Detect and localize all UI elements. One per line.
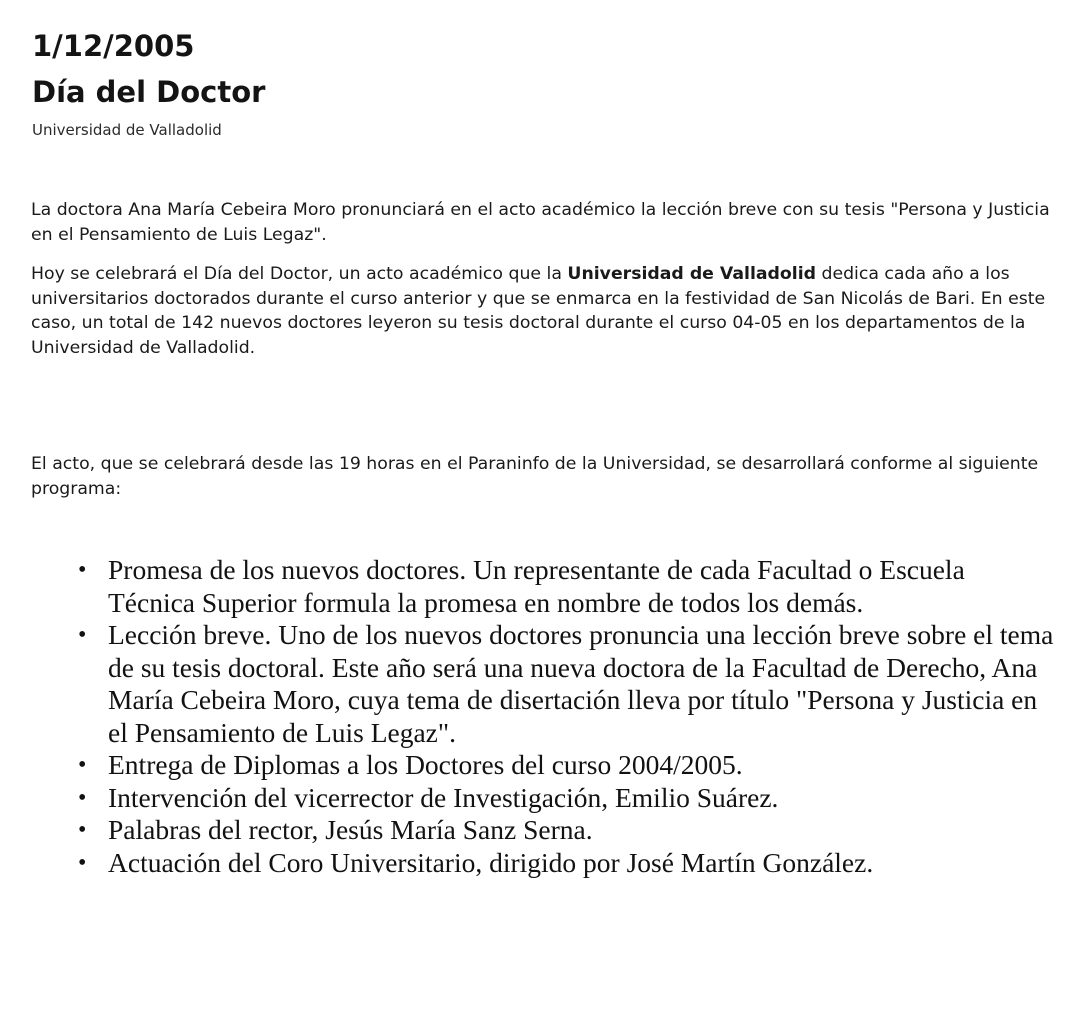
intro-text-end: dedica cada año a los universitarios doctorados durante el curso anterior y que se enmarca en la festividad de San Nicolás de Bari. En este caso, un total de 142 nuevos doctores leyeron su tesis doctoral durante el curso 04-05 en los departamentos de la Universidad de Valladolid. [31, 264, 1046, 358]
program-item-text: Lección breve. Uno de los nuevos doctores pronuncia una lección breve sobre el tema de su tesis doctoral. Este año será una nueva doctora de la Facultad de Derecho, Ana María Cebeira Moro, cuya tema de disertación lleva por título "Persona y Justicia en el Pensamiento de Luis Legaz". [108, 619, 1054, 748]
intro-text-start: Hoy se celebrará el Día del Doctor, un acto académico que la [31, 264, 568, 284]
article-source: Universidad de Valladolid [32, 121, 222, 139]
schedule-paragraph: El acto, que se celebrará desde las 19 horas en el Paraninfo de la Universidad, se desarrollará conforme al siguiente programa: [31, 454, 1039, 499]
program-item-text: Actuación del Coro Universitario, dirigido por José Martín González. [108, 846, 874, 878]
lead-paragraph: La doctora Ana María Cebeira Moro pronunciará en el acto académico la lección breve con su tesis "Persona y Justicia en el Pensamiento de Luis Legaz". [31, 200, 1050, 245]
program-item-text: Promesa de los nuevos doctores. Un representante de cada Facultad o Escuela Técnica Superior formula la promesa en nombre de todos los demás. [108, 554, 965, 618]
program-item [78, 847, 1058, 880]
program-item [78, 814, 1058, 847]
program-item-text: Palabras del rector, Jesús María Sanz Serna. [108, 814, 593, 845]
bullet-icon: • [78, 557, 87, 583]
program-list [78, 554, 1058, 879]
article-title: Día del Doctor [32, 75, 266, 109]
article-date: 1/12/2005 [32, 29, 195, 63]
bullet-icon: • [78, 849, 87, 876]
bullet-icon: • [78, 622, 87, 648]
program-item [78, 782, 1058, 815]
bullet-icon: • [78, 784, 87, 811]
university-name-bold: Universidad de Valladolid [567, 264, 816, 284]
bullet-icon: • [78, 752, 87, 778]
program-item [78, 749, 1058, 782]
program-item [78, 619, 1058, 749]
bullet-icon: • [78, 817, 87, 843]
program-item-text: Entrega de Diplomas a los Doctores del curso 2004/2005. [108, 749, 743, 780]
program-item [78, 554, 1058, 619]
intro-paragraph [31, 262, 1051, 360]
program-item-text: Intervención del vicerrector de Investigación, Emilio Suárez. [108, 781, 779, 813]
